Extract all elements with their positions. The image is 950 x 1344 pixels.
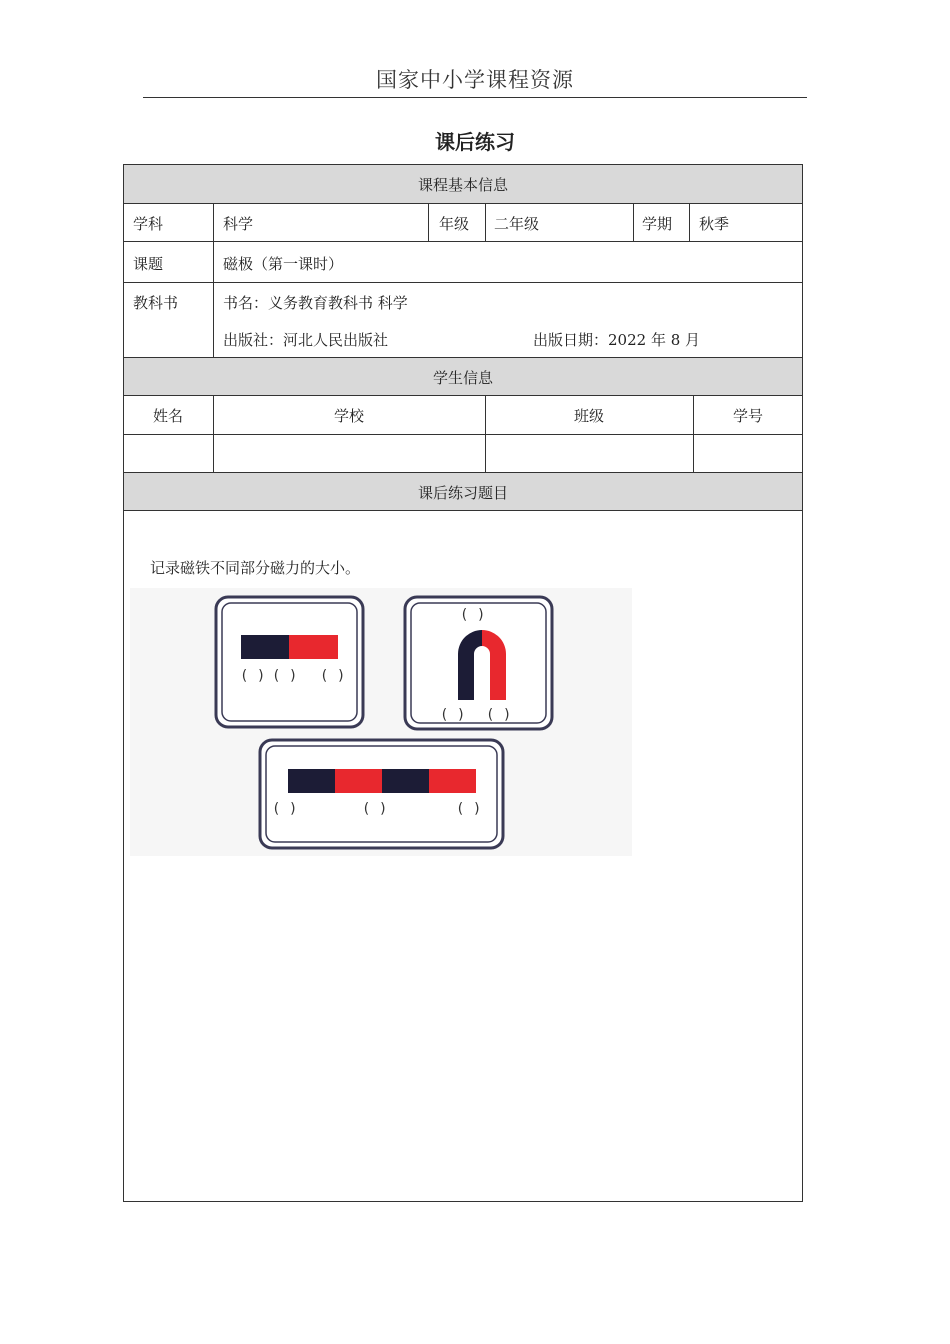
table-rule <box>633 203 634 241</box>
table-rule <box>123 472 803 473</box>
grade-value: 二年级 <box>494 215 540 233</box>
magnet-south-segment <box>335 769 382 793</box>
student-info-title: 学生信息 <box>432 369 493 387</box>
magnet-north-segment <box>382 769 429 793</box>
blank-bracket: ( ) <box>486 707 512 723</box>
course-info-title: 课程基本信息 <box>417 176 508 194</box>
magnet-figure <box>130 588 632 856</box>
panel-frame <box>260 740 503 848</box>
table-border-right <box>802 164 803 1202</box>
table-rule <box>123 241 803 242</box>
table-border-top <box>123 164 803 165</box>
magnet-south-segment <box>289 635 338 659</box>
grade-label: 年级 <box>439 215 470 233</box>
blank-bracket: ( ) <box>456 801 482 817</box>
subject-label: 学科 <box>133 215 164 233</box>
document-title: 课后练习 <box>435 130 515 154</box>
joined-magnets-panel <box>260 740 503 848</box>
blank-bracket: ( ) <box>320 668 346 684</box>
blank-bracket: ( ) <box>240 668 266 684</box>
student-class-header: 班级 <box>573 407 604 425</box>
publish-date: 出版日期：2022 年 8 月 <box>533 331 701 349</box>
header-rule <box>143 97 807 98</box>
header-title: 国家中小学课程资源 <box>376 68 574 92</box>
textbook-name: 书名：义务教育教科书 科学 <box>223 294 408 312</box>
table-rule <box>485 203 486 241</box>
blank-bracket: ( ) <box>272 801 298 817</box>
table-rule <box>123 357 803 358</box>
horseshoe-magnet-panel <box>405 597 552 729</box>
student-school-header: 学校 <box>333 407 364 425</box>
term-value: 秋季 <box>699 215 730 233</box>
term-label: 学期 <box>642 215 673 233</box>
table-border-bottom <box>123 1201 803 1202</box>
magnet-north-segment <box>288 769 335 793</box>
table-rule <box>689 203 690 241</box>
panel-frame <box>216 597 363 727</box>
exercise-title: 课后练习题目 <box>417 484 508 502</box>
blank-bracket: ( ) <box>272 668 298 684</box>
table-rule <box>123 510 803 511</box>
table-rule <box>428 203 429 241</box>
blank-bracket: ( ) <box>460 607 486 623</box>
exercise-question: 记录磁铁不同部分磁力的大小。 <box>150 559 361 577</box>
magnet-north-segment <box>241 635 289 659</box>
table-rule <box>123 434 803 435</box>
table-rule <box>213 203 214 357</box>
student-name-header: 姓名 <box>152 407 183 425</box>
topic-value: 磁极（第一课时） <box>223 255 344 273</box>
magnet-south-segment <box>429 769 476 793</box>
topic-label: 课题 <box>133 255 164 273</box>
textbook-label: 教科书 <box>133 294 179 312</box>
subject-value: 科学 <box>223 215 254 233</box>
bar-magnet-panel <box>216 597 363 727</box>
blank-bracket: ( ) <box>362 801 388 817</box>
table-border-left <box>123 164 124 1202</box>
table-rule <box>123 282 803 283</box>
table-rule <box>123 395 803 396</box>
table-rule <box>123 203 803 204</box>
blank-bracket: ( ) <box>440 707 466 723</box>
student-id-header: 学号 <box>732 407 763 425</box>
publisher: 出版社：河北人民出版社 <box>223 331 389 349</box>
